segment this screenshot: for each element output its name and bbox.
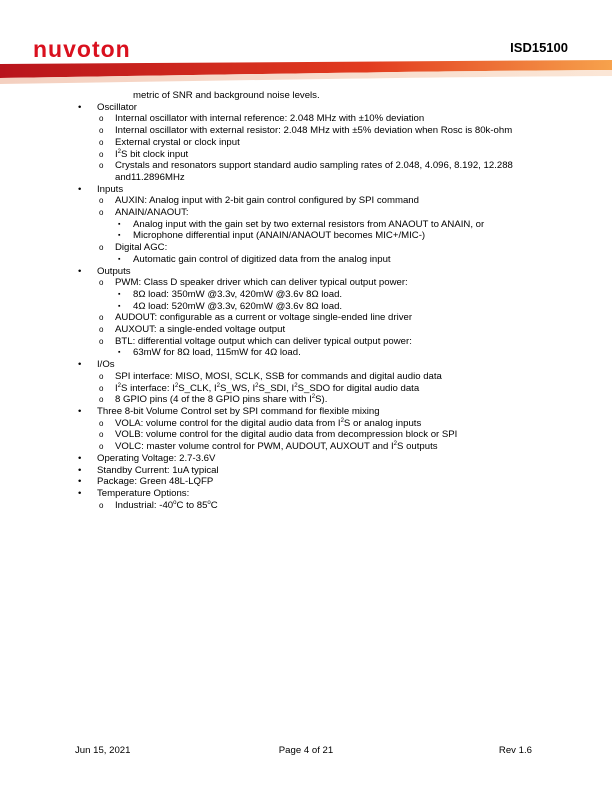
list-item: o BTL: differential voltage output which can deliver typical output power: [99,335,412,347]
list-item: o External crystal or clock input [99,136,240,148]
list-item: o $I^2S$ bit clock input [99,148,189,160]
bullet-oscillator: • Oscillator [78,101,137,113]
list-item: o ANAIN/ANAOUT: [99,207,189,219]
list-item: o VOLB: volume control for the digital audio data from decompression block or SPI [99,429,458,441]
bullet-temperature: • Temperature Options: [78,487,190,499]
document-title: ISD15100 [510,40,568,55]
header-band [0,60,612,88]
sub-list-item: ▪ 63mW for 8Ω load, 115mW for 4Ω load. [118,347,301,359]
list-item: o Internal oscillator with internal reference: 2.048 MHz with ±10% deviation [99,113,425,125]
footer-date: Jun 15, 2021 [75,745,131,756]
list-item: o Industrial: -40$^o$C to 85$^o$C [99,499,218,511]
sub-list-item: ▪ 8Ω load: 350mW @3.3v, 420mW @3.6v 8Ω load. [118,288,343,300]
list-item-continuation: and11.2896MHz [115,171,185,183]
list-item: o Digital AGC: [99,242,168,254]
list-item: o 8 GPIO pins (4 of the 8 GPIO pins share with $I^2S$). [99,394,328,406]
list-item: o $I^2S$ interface: $I^2S\_CLK$, $I^2S\_WS$, $I^2S\_SDI$, $I^2S\_SDO$ for digital audio data [99,382,420,394]
footer-page-number: Page 4 of 21 [278,745,334,756]
bullet-inputs: • Inputs [78,183,124,195]
list-item: o Crystals and resonators support standard audio sampling rates of 2.048, 4.096, 8.192, 12.288 [99,160,513,172]
list-item: o AUDOUT: configurable as a current or voltage single-ended line driver [99,312,413,324]
list-item: o Internal oscillator with external resistor: 2.048 MHz with ±5% deviation when Rosc is 80k-ohm [99,125,513,137]
sub-list-item: ▪ Microphone differential input (ANAIN/ANAOUT becomes MIC+/MIC-) [118,230,426,242]
footer-revision: Rev 1.6 [498,745,532,756]
sub-list-item: ▪ 4Ω load: 520mW @3.3v, 620mW @3.6v 8Ω load. [118,300,343,312]
bullet-volume-control: • Three 8-bit Volume Control set by SPI command for flexible mixing [78,405,380,417]
list-item: o SPI interface: MISO, MOSI, SCLK, SSB for commands and digital audio data [99,370,442,382]
nuvoton-logo: nuvoton [33,36,131,62]
sub-list-item: ▪ Analog input with the gain set by two external resistors from ANAOUT to ANAIN, or [118,218,485,230]
carry-over-text: metric of SNR and background noise levels. [133,90,320,101]
list-item: o PWM: Class D speaker driver which can deliver typical output power: [99,277,408,289]
list-item: o AUXIN: Analog input with 2-bit gain control configured by SPI command [99,195,419,207]
bullet-outputs: • Outputs [78,265,131,277]
list-item: o AUXOUT: a single-ended voltage output [99,324,286,336]
bullet-package: • Package: Green 48L-LQFP [78,476,214,488]
bullet-operating-voltage: • Operating Voltage: 2.7-3.6V [78,452,216,464]
list-item: o VOLA: volume control for the digital audio data from $I^2S$ or analog inputs [99,417,422,429]
list-item: o VOLC: master volume control for PWM, AUDOUT, AUXOUT and $I^2S$ outputs [99,441,438,453]
feature-list [75,90,545,511]
bullet-ios: • I/Os [78,359,115,371]
bullet-standby-current: • Standby Current: 1uA typical [78,464,219,476]
sub-list-item: ▪ Automatic gain control of digitized data from the analog input [118,253,391,265]
